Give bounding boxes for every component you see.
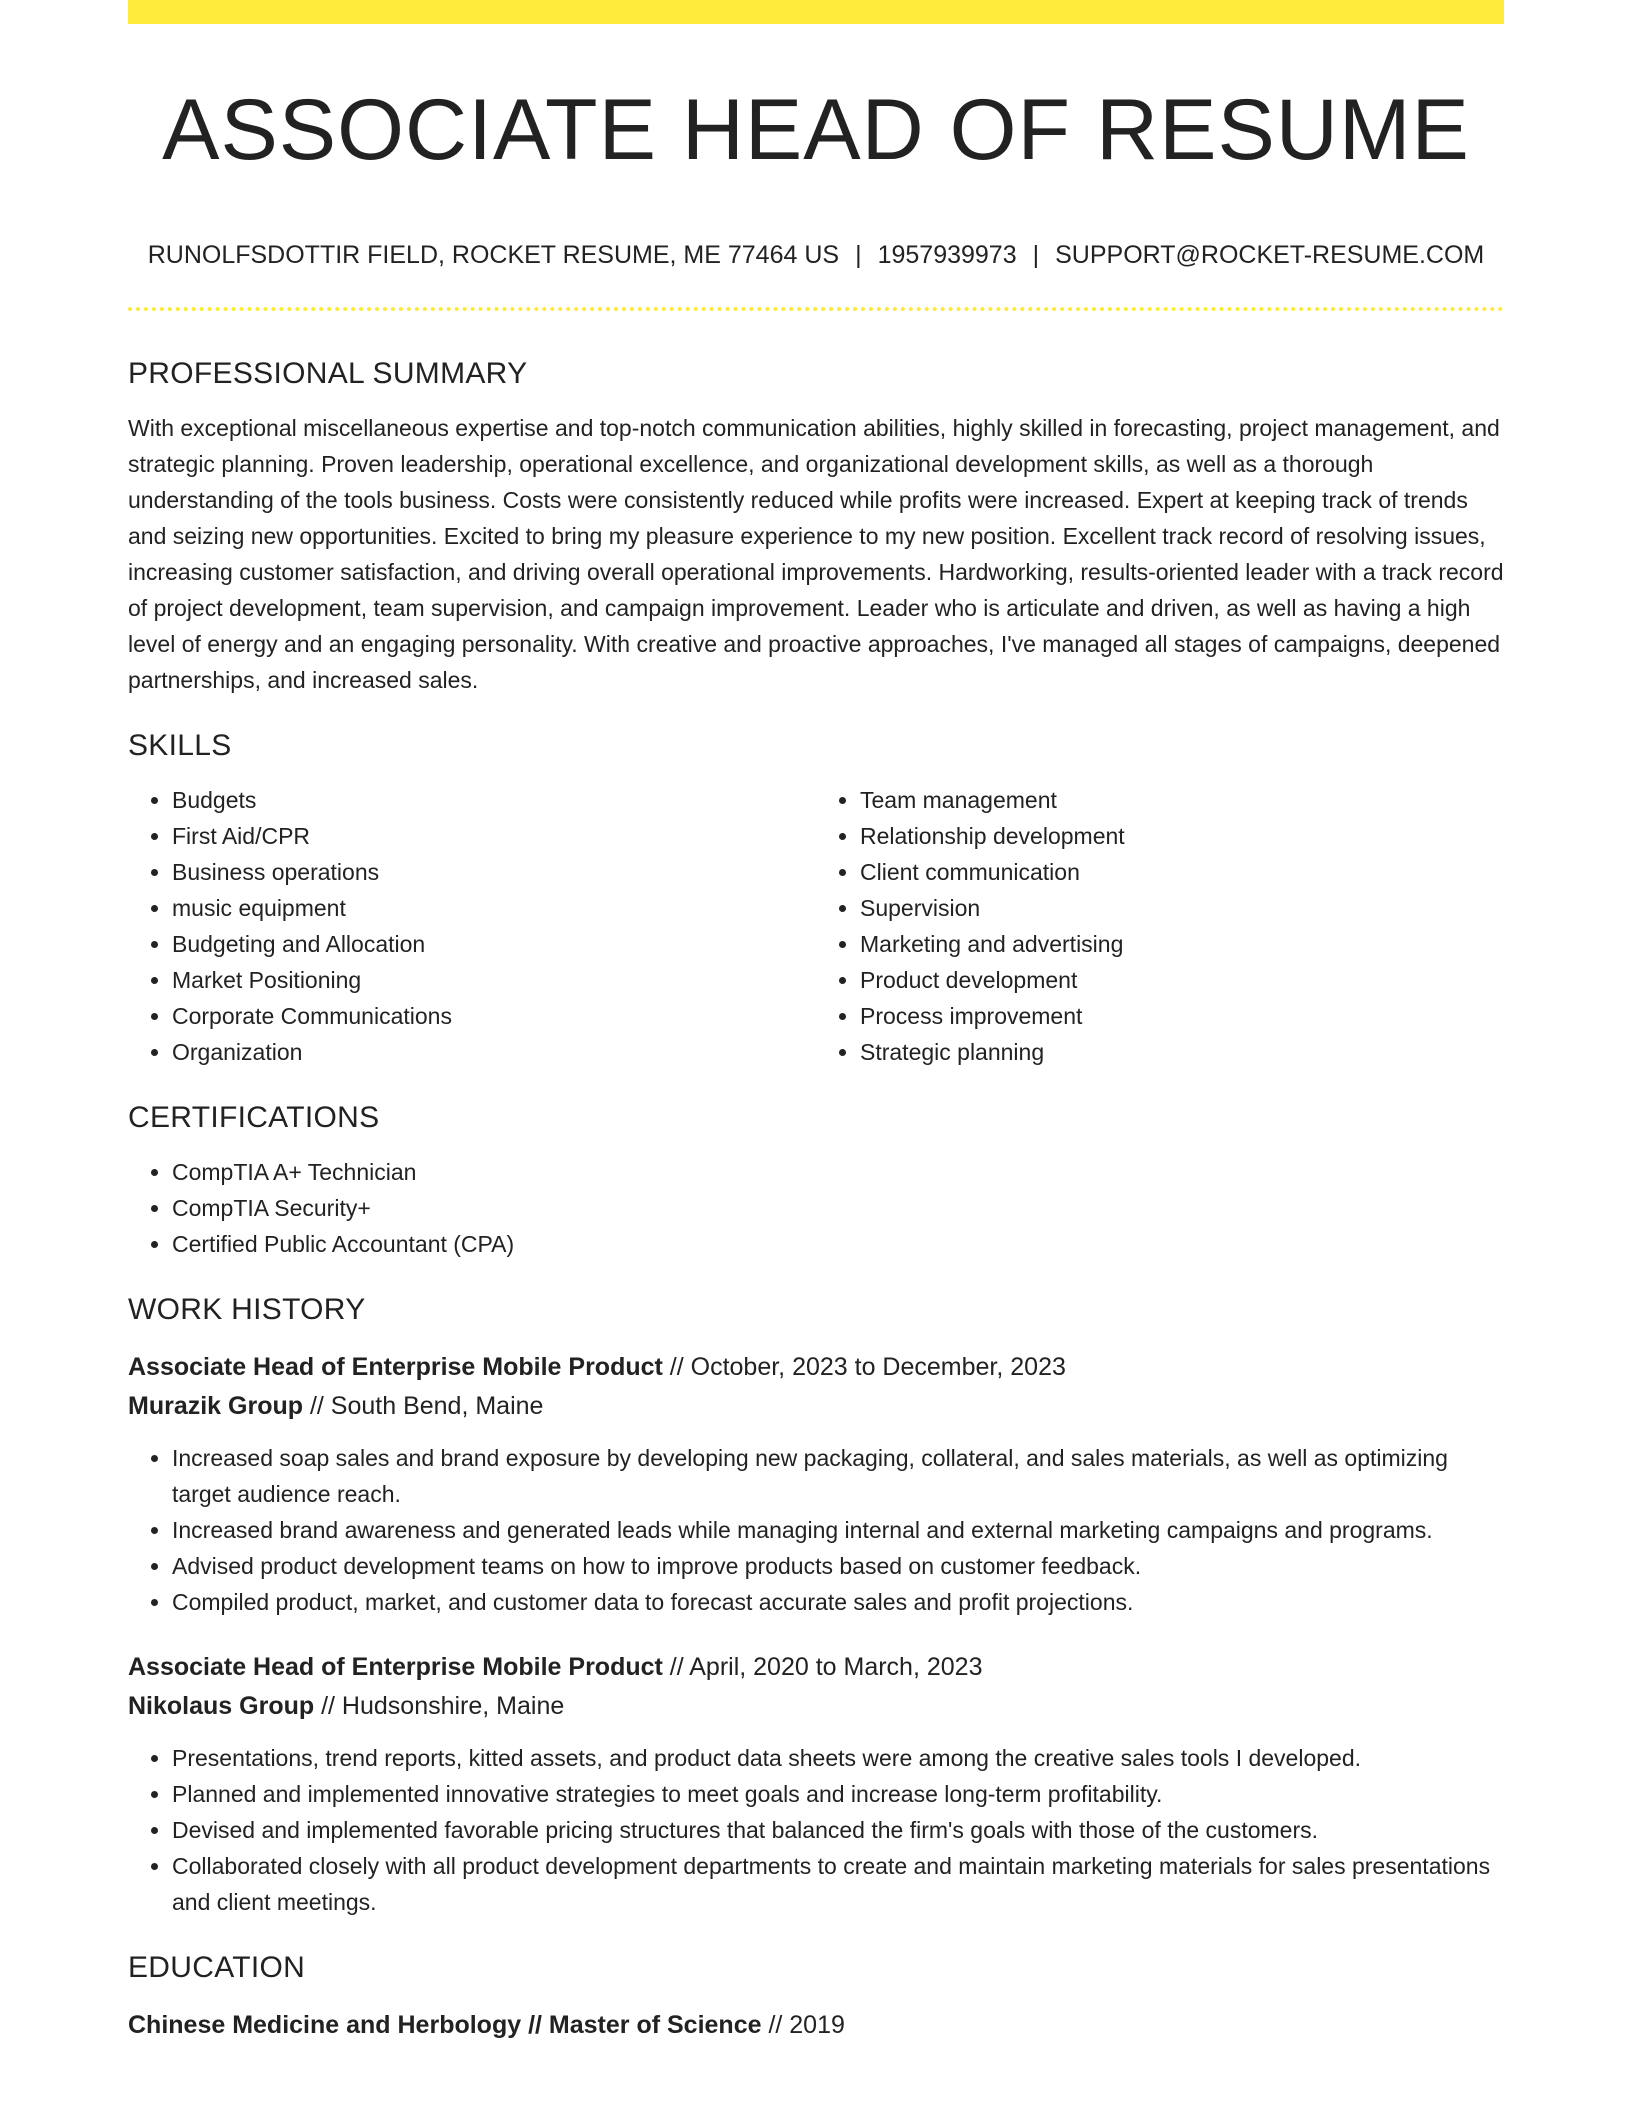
job-bullet: • Planned and implemented innovative strategies to meet goals and increase long-term profitability. [172,1776,1504,1812]
certification-item: • CompTIA A+ Technician [172,1154,1504,1190]
skill-item: • music equipment [172,890,816,926]
skill-item: • Business operations [172,854,816,890]
job-title: Associate Head of Enterprise Mobile Product [128,1653,663,1681]
education-heading: EDUCATION [128,1951,306,1984]
job-bullets [128,1440,1504,1620]
summary-heading: PROFESSIONAL SUMMARY [128,357,528,390]
skill-item: • Budgeting and Allocation [172,926,816,962]
certification-item: • Certified Public Accountant (CPA) [172,1226,1504,1262]
certifications-list [128,1154,1504,1262]
contact-address: RUNOLFSDOTTIR FIELD, ROCKET RESUME, ME 77464 US [147,241,840,269]
skill-item: • Product development [860,962,1504,998]
summary-section [128,352,1504,698]
job-bullet: • Increased soap sales and brand exposure by developing new packaging, collateral, and sales materials, as well as optimizing target audience reach. [172,1440,1504,1512]
job-entry [128,1648,1504,1920]
job-dates: // April, 2020 to March, 2023 [662,1653,983,1681]
skills-section [128,724,1504,1070]
job-title: Associate Head of Enterprise Mobile Product [128,1353,663,1381]
job-company: Murazik Group [128,1392,304,1420]
job-company-line [128,1687,1504,1726]
skill-item: • Marketing and advertising [860,926,1504,962]
resume-title: ASSOCIATE HEAD OF RESUME [162,82,1470,178]
summary-text: With exceptional miscellaneous expertise and top-notch communication abilities, highly skilled in forecasting, project management, and strategic planning. Proven leadership, operational excellence, and organizational development skills, as well as a thorough understanding of the tools business. Costs were consistently reduced while profits were increased. Expert at keeping track of trends and seizing new opportunities. Excited to bring my pleasure experience to my new position. Excellent track record of resolving issues, increasing customer satisfaction, and driving overall operational improvements. Hardworking, results-oriented leader with a track record of project development, team supervision, and campaign improvement. Leader who is articulate and driven, as well as having a high level of energy and an engaging personality. With creative and proactive approaches, I've managed all stages of campaigns, deepened partnerships, and increased sales. [128,415,1504,693]
job-location: // Hudsonshire, Maine [314,1692,565,1720]
certifications-heading: CERTIFICATIONS [128,1101,380,1134]
job-entry [128,1348,1504,1620]
skill-item: • First Aid/CPR [172,818,816,854]
job-location: // South Bend, Maine [303,1392,544,1420]
education-line [128,2006,1504,2045]
skill-item: • Supervision [860,890,1504,926]
dotted-divider [128,307,1504,311]
job-bullet: • Presentations, trend reports, kitted assets, and product data sheets were among the creative sales tools I developed. [172,1740,1504,1776]
contact-separator: | [855,241,862,269]
resume-content [128,352,1504,2045]
skill-item: • Market Positioning [172,962,816,998]
education-degree: Chinese Medicine and Herbology // Master of Science [128,2011,762,2039]
skill-item: • Process improvement [860,998,1504,1034]
skill-item: • Strategic planning [860,1034,1504,1070]
work-history-heading: WORK HISTORY [128,1293,366,1326]
job-dates: // October, 2023 to December, 2023 [662,1353,1066,1381]
job-bullet: • Collaborated closely with all product development departments to create and maintain marketing materials for sales presentations and client meetings. [172,1848,1504,1920]
skill-item: • Corporate Communications [172,998,816,1034]
job-bullet: • Increased brand awareness and generated leads while managing internal and external marketing campaigns and programs. [172,1512,1504,1548]
job-company-line [128,1387,1504,1426]
skills-list-left [128,782,816,1070]
education-section [128,1946,1504,2045]
skill-item: • Team management [860,782,1504,818]
job-title-line [128,1348,1504,1387]
job-bullet: • Advised product development teams on how to improve products based on customer feedback. [172,1548,1504,1584]
skill-item: • Budgets [172,782,816,818]
accent-bar [128,0,1504,24]
skill-item: • Client communication [860,854,1504,890]
contact-line [128,236,1504,274]
skills-heading: SKILLS [128,729,232,762]
skills-list-right [816,782,1504,1070]
certification-item: • CompTIA Security+ [172,1190,1504,1226]
education-year: // 2019 [761,2011,845,2039]
contact-separator: | [1032,241,1040,269]
skill-item: • Relationship development [860,818,1504,854]
contact-phone: 1957939973 [877,241,1017,269]
job-title-line [128,1648,1504,1687]
skill-item: • Organization [172,1034,816,1070]
work-history-section [128,1288,1504,1920]
job-bullet: • Devised and implemented favorable pricing structures that balanced the firm's goals with those of the customers. [172,1812,1504,1848]
skills-columns [128,768,1504,1070]
contact-email: SUPPORT@ROCKET-RESUME.COM [1055,241,1485,269]
certifications-section [128,1096,1504,1262]
job-bullets [128,1740,1504,1920]
job-company: Nikolaus Group [128,1692,315,1720]
job-bullet: • Compiled product, market, and customer data to forecast accurate sales and profit projections. [172,1584,1504,1620]
